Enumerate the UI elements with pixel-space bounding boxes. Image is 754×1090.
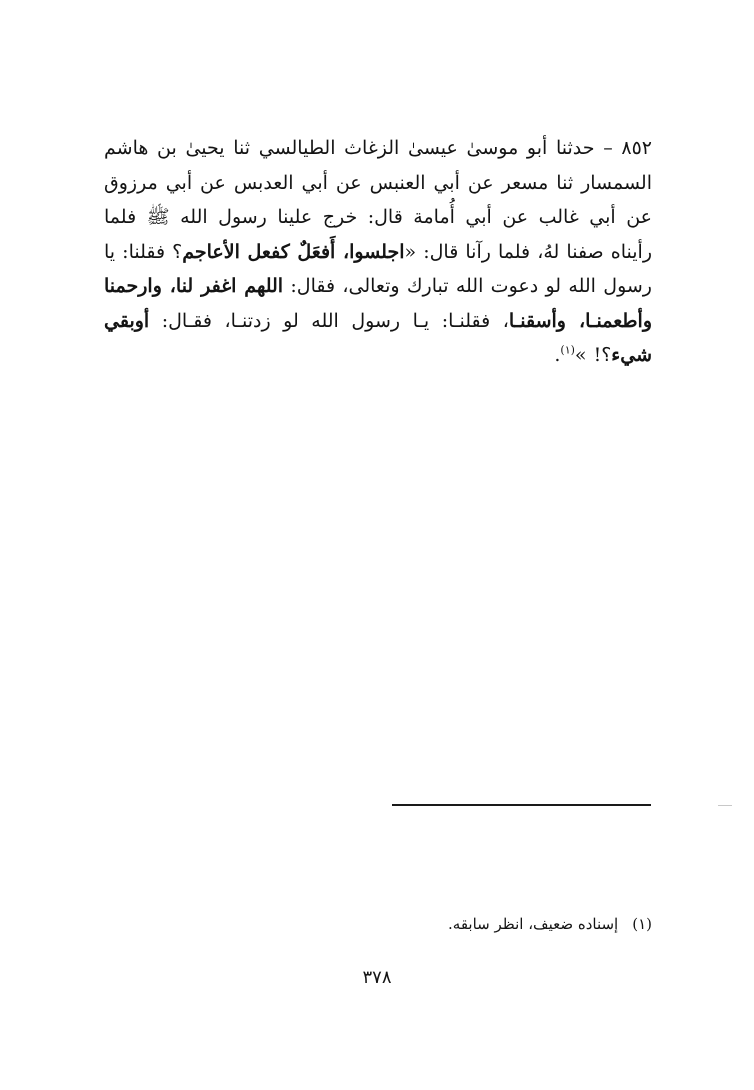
hadith-text-3: ، فقلنـا: يـا رسول الله لو زدتنـا، فقـال: — [149, 309, 509, 332]
hadith-bold-phrase-1: اجلسوا، أَفعَلٌ كفعل الأعاجم — [182, 240, 405, 263]
footnote-divider — [392, 804, 651, 806]
hadith-bold-phrase-3: أوبقي شيء — [104, 309, 652, 366]
footnote-marker: (١) — [632, 915, 652, 933]
page-number: ٣٧٨ — [362, 967, 392, 988]
hadith-text-4: ؟! » — [574, 344, 612, 366]
hadith-end: . — [554, 344, 561, 366]
hadith-bold-phrase-2: اللهم اغفر لنا، وارحمنا وأطعمنـا، وأسقنـا — [104, 275, 652, 332]
footnote-reference: (١) — [560, 343, 575, 357]
hadith-paragraph — [104, 131, 652, 373]
footnote — [380, 913, 652, 935]
hadith-number: ٨٥٢ — [621, 137, 652, 159]
footnote-text: إسناده ضعيف، انظر سابقه. — [448, 915, 619, 933]
hadith-isnad: حدثنا أبو موسىٰ عيسىٰ الزغاث الطيالسي ثنا يحيىٰ بن هاشم السمسار ثنا مسعر عن أبي العنبس عن أبي العدبس عن أبي مرزوق عن أبي غالب عن أبي أُمامة قال: خرج علينا رسول الله ﷺ فلما رأيناه صفنا لهُ، فلما رآنا قال: « — [104, 137, 653, 263]
margin-mark — [718, 805, 732, 806]
hadith-text-2: ؟ فقلنا: يا رسول الله لو دعوت الله تبارك وتعالى، فقال: — [104, 240, 652, 297]
hadith-dash: – — [603, 137, 613, 159]
